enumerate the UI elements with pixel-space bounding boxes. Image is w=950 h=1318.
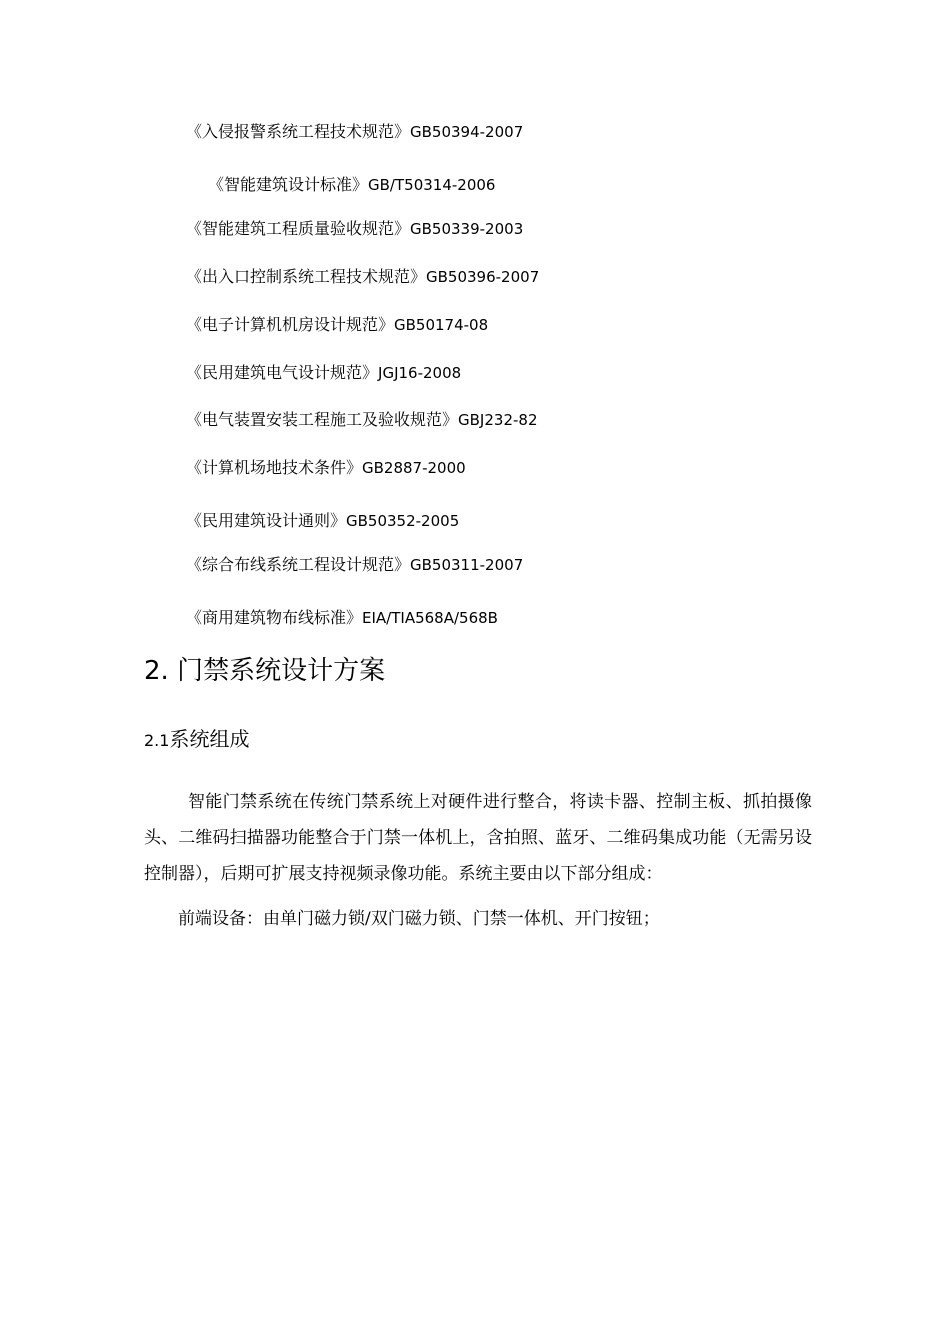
reference-line [186,458,466,478]
reference-code: GB50311-2007 [410,556,524,574]
reference-line [186,608,498,628]
reference-line [186,511,459,531]
reference-title: 《出入口控制系统工程技术规范》 [186,267,427,286]
subsection-title: 系统组成 [169,727,250,751]
reference-line [186,363,461,383]
reference-line [186,555,523,575]
reference-code: GB50352-2005 [346,512,460,530]
reference-line [186,267,539,287]
reference-title: 《综合布线系统工程设计规范》 [186,555,411,574]
body-paragraph: 智能门禁系统在传统门禁系统上对硬件进行整合，将读卡器、控制主板、抓拍摄像头、二维码扫描器功能整合于门禁一体机上，含拍照、蓝牙、二维码集成功能（无需另设控制器），后期可扩展支持视频录像功能。系统主要由以下部分组成： [144,792,812,884]
reference-line [186,219,523,239]
reference-title: 《智能建筑工程质量验收规范》 [186,219,411,238]
reference-title: 《智能建筑设计标准》 [208,175,369,194]
subsection-heading [144,726,249,755]
subsection-number: 2.1 [144,731,170,750]
reference-line [186,122,523,142]
reference-code: GB/T50314-2006 [368,176,496,194]
reference-code: GB50394-2007 [410,123,524,141]
reference-code: GB50396-2007 [426,268,540,286]
reference-line [186,410,537,430]
reference-code: GB2887-2000 [362,459,466,477]
body-paragraph-2: 前端设备：由单门磁力锁/双门磁力锁、门禁一体机、开门按钮； [178,909,660,929]
reference-code: JGJ16-2008 [378,364,462,382]
reference-title: 《电气装置安装工程施工及验收规范》 [186,410,459,429]
reference-title: 《入侵报警系统工程技术规范》 [186,122,411,141]
reference-code: GB50174-08 [394,316,489,334]
reference-code: GB50339-2003 [410,220,524,238]
reference-code: EIA/TIA568A/568B [362,609,498,627]
section-heading: 2. 门禁系统设计方案 [144,656,386,686]
reference-line [208,175,495,195]
reference-title: 《民用建筑设计通则》 [186,511,347,530]
reference-title: 《计算机场地技术条件》 [186,458,363,477]
reference-title: 《民用建筑电气设计规范》 [186,363,379,382]
reference-line [186,315,488,335]
reference-title: 《商用建筑物布线标准》 [186,608,363,627]
reference-code: GBJ232-82 [458,411,538,429]
reference-title: 《电子计算机机房设计规范》 [186,315,395,334]
